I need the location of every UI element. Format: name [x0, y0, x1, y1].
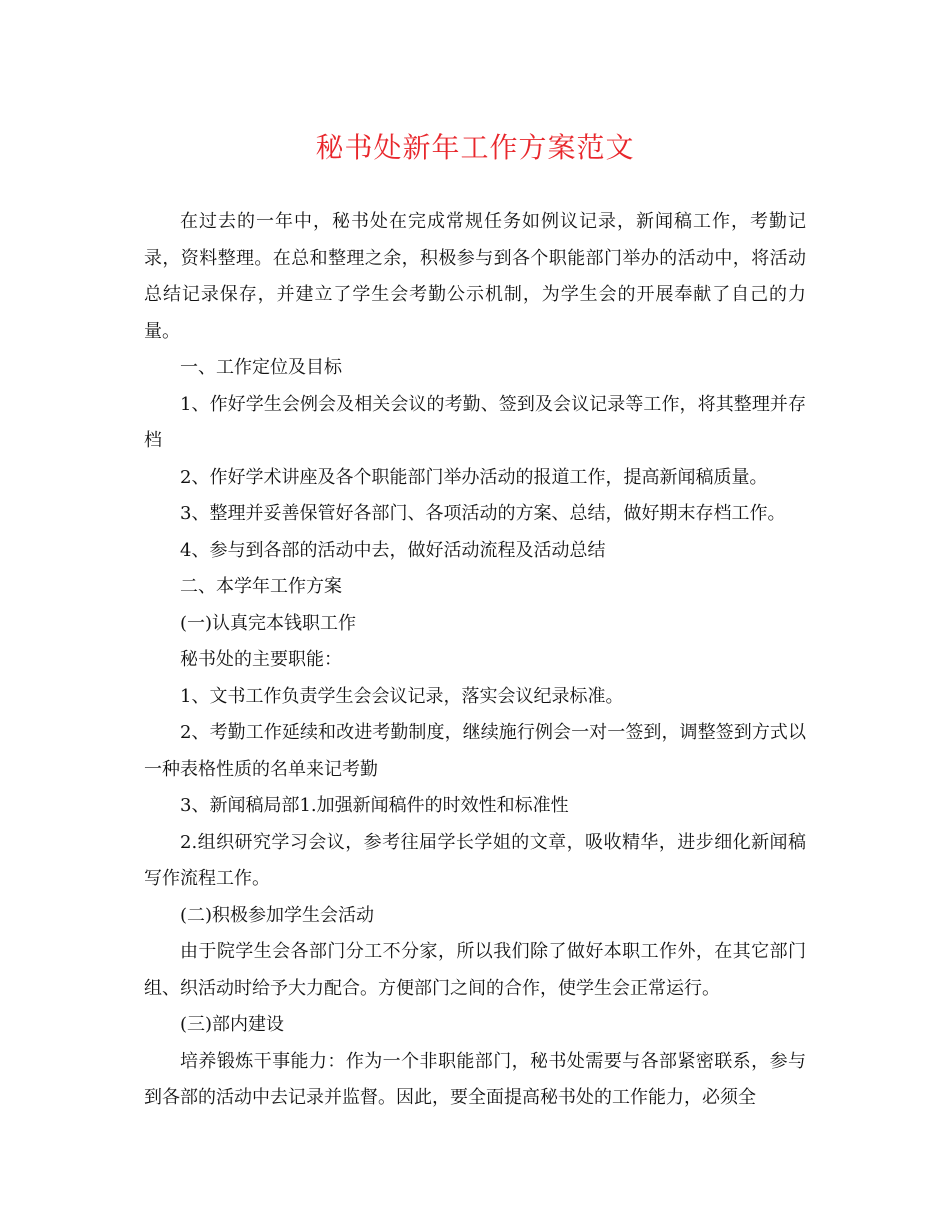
document-title: 秘书处新年工作方案范文 — [315, 131, 635, 164]
paragraph-function-3: 3、新闻稿局部1.加强新闻稿件的时效性和标准性 — [180, 795, 569, 816]
paragraph-goal-3: 3、整理并妥善保管好各部门、各项活动的方案、总结，做好期末存档工作。 — [180, 503, 786, 524]
heading-work-positioning: 一、工作定位及目标 — [180, 357, 342, 378]
heading-work-plan: 二、本学年工作方案 — [180, 576, 342, 597]
subheading-activities: (二)积极参加学生会活动 — [180, 904, 375, 926]
paragraph-goal-1: 1、作好学生会例会及相关会议的考勤、签到及会议记录等工作，将其整理并存档 — [144, 393, 806, 451]
paragraph-goal-2: 2、作好学术讲座及各个职能部门举办活动的报道工作，提高新闻稿质量。 — [180, 466, 768, 488]
paragraph-intro: 在过去的一年中，秘书处在完成常规任务如例议记录，新闻稿工作，考勤记录，资料整理。在总和整理之余，积极参与到各个职能部门举办的活动中，将活动总结记录保存，并建立了学生会考勤公示机制，为学生会的开展奉献了自己的力量。 — [144, 211, 806, 342]
paragraph-activities: 由于院学生会各部门分工不分家，所以我们除了做好本职工作外，在其它部门组、织活动时给予大力配合。方便部门之间的合作，使学生会正常运行。 — [144, 941, 806, 999]
paragraph-function-2: 2、考勤工作延续和改进考勤制度，继续施行例会一对一签到，调整签到方式以一种表格性质的名单来记考勤 — [144, 722, 806, 780]
paragraph-internal-building: 培养锻炼干事能力：作为一个非职能部门，秘书处需要与各部紧密联系，参与到各部的活动中去记录并监督。因此，要全面提高秘书处的工作能力，必须全 — [144, 1050, 806, 1108]
document-body — [144, 204, 806, 1117]
subheading-duties: (一)认真完本钱职工作 — [180, 612, 357, 634]
paragraph-main-functions: 秘书处的主要职能： — [180, 649, 342, 670]
paragraph-function-3-2: 2.组织研究学习会议，参考往届学长学姐的文章，吸收精华，进步细化新闻稿写作流程工作。 — [144, 831, 806, 889]
subheading-internal-building: (三)部内建设 — [180, 1014, 285, 1035]
paragraph-function-1: 1、文书工作负责学生会会议记录，落实会议纪录标准。 — [180, 685, 624, 707]
paragraph-goal-4: 4、参与到各部的活动中去，做好活动流程及活动总结 — [180, 539, 606, 561]
